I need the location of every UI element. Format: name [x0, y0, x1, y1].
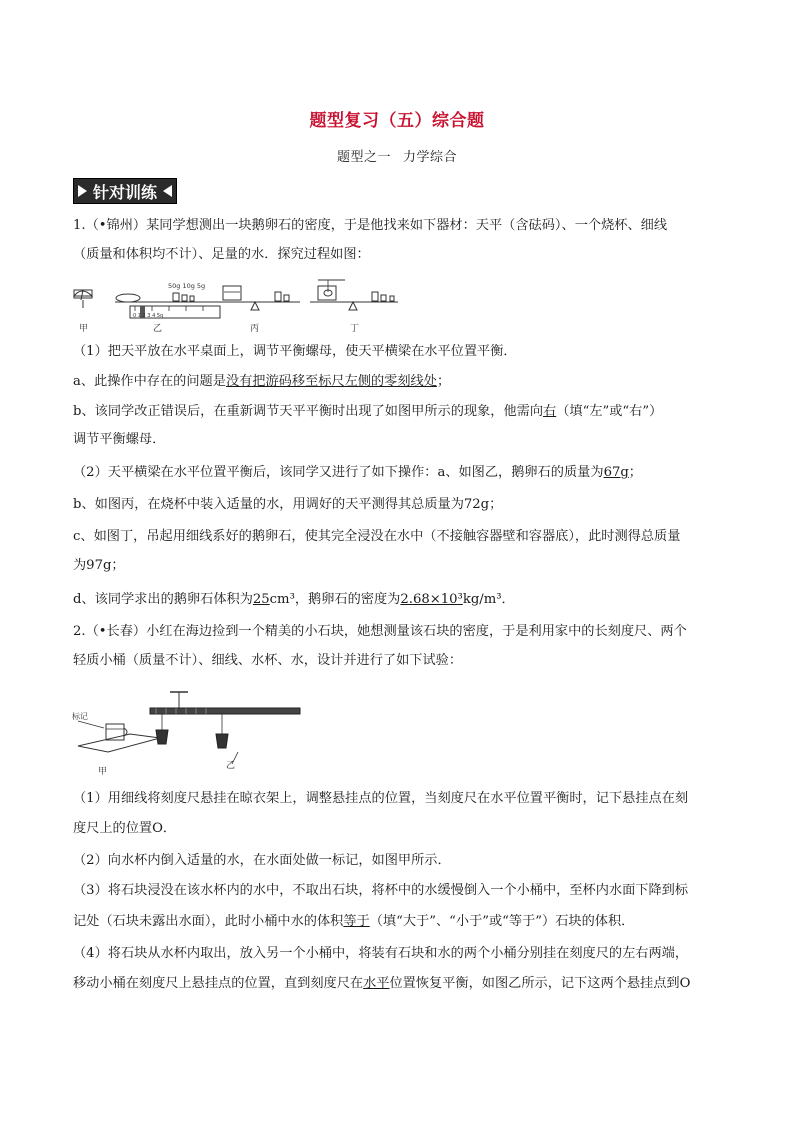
subtitle-part2: 力学综合: [403, 150, 458, 165]
fig-label-bing: 丙: [250, 324, 260, 334]
fig-label-ding: 丁: [350, 324, 360, 334]
q1-line1: 1.（•锦州）某同学想测出一块鹅卵石的密度，于是他找来如下器材：天平（含砝码）、一个烧杯、细线: [73, 218, 668, 233]
q2-step2: （2）向水杯内倒入适量的水，在水面处做一标记，如图甲所示．: [73, 853, 451, 868]
q2-step3-line1: （3）将石块浸没在该水杯内的水中，不取出石块，将杯中的水缓慢倒入一个小桶中，至杯内水面下降到标: [73, 883, 689, 898]
q2-line1: 2.（•长春）小红在海边捡到一个精美的小石块，她想测量该石块的密度，于是利用家中的长刻度尺、两个: [73, 624, 687, 639]
page-subtitle: [0, 146, 794, 165]
q2-line2: 轻质小桶（质量不计）、细线、水杯、水，设计并进行了如下试验：: [73, 653, 463, 668]
fig-yi-scale: [115, 293, 220, 318]
q1-balance-figure: [70, 278, 420, 336]
q2-answer-equal: 等于: [343, 914, 370, 929]
q2-answer-horizontal: 水平: [363, 976, 390, 991]
q1-total-mass: 72g: [463, 497, 490, 512]
q2-step4-line1: （4）将石块从水杯内取出，放入另一个小桶中，将装有石块和水的两个小桶分别挂在刻度尺的左右两端，: [73, 946, 689, 961]
q2-step4-line2: 移动小桶在刻度尺上悬挂点的位置，直到刻度尺在水平位置恢复平衡，如图乙所示，记下这两个悬挂点到O: [73, 976, 691, 991]
q1-line2: （质量和体积均不计）、足量的水．探究过程如图：: [73, 247, 370, 262]
q2-ruler-figure: [70, 686, 310, 778]
fig-yi-ruler: [150, 692, 300, 764]
q1-answer-a: 没有把游码移至标尺左侧的零刻线处: [225, 374, 437, 389]
q1-answer-density: 2.68×10³: [400, 592, 463, 607]
q1-part2-b: b、如图丙，在烧杯中装入适量的水，用调好的天平测得其总质量为72g；: [73, 497, 503, 512]
q1-part-b: b、该同学改正错误后，在重新调节天平平衡时出现了如图甲所示的现象，他需向右（填“左”或“右”）: [73, 404, 663, 419]
subtitle-part1: 题型之一: [336, 150, 391, 165]
q1-part-a: a、此操作中存在的问题是没有把游码移至标尺左侧的零刻线处；: [73, 374, 451, 389]
q1-answer-volume: 25: [252, 592, 270, 607]
fig-label-yi: 乙: [153, 324, 163, 334]
fig-jia-pointer: [74, 290, 92, 308]
fig-label-jia: 甲: [79, 324, 89, 334]
q2-step1-line1: （1）用细线将刻度尺悬挂在晾衣架上，调整悬挂点的位置，当刻度尺在水平位置平衡时，记下悬挂点在刻: [73, 791, 689, 806]
fig-label-yi2: 乙: [226, 761, 236, 771]
q2-step3-line2: 记处（石块未露出水面），此时小桶中水的体积等于（填“大于”、“小于”或“等于”）石块的体积．: [73, 914, 635, 929]
q1-answer-b: 右: [543, 404, 557, 419]
q1-answer-mass: 67g: [603, 465, 629, 480]
section-banner: [73, 178, 177, 204]
fig-label-mark: 标记: [72, 712, 88, 721]
fig-bing-balance: [215, 286, 300, 310]
q2-step1-line2: 度尺上的位置O．: [73, 821, 177, 836]
q1-part2-c-line2: 为97g；: [73, 558, 125, 573]
q1-part2-d: d、该同学求出的鹅卵石体积为25cm³，鹅卵石的密度为2.68×10³kg/m³．: [73, 592, 515, 607]
section-label: 针对训练: [93, 182, 158, 202]
fig-jia-cup: [78, 721, 160, 752]
triangle-right-icon: [78, 185, 87, 197]
q1-part-b-line2: 调节平衡螺母．: [73, 432, 166, 447]
q1-part1: （1）把天平放在水平桌面上，调节平衡螺母，使天平横梁在水平位置平衡．: [73, 344, 517, 359]
q1-part2: （2）天平横梁在水平位置平衡后，该同学又进行了如下操作：a、如图乙，鹅卵石的质量为67g；: [73, 465, 642, 480]
fig-label-jia2: 甲: [98, 767, 108, 777]
q1-part2-c-line1: c、如图丁，吊起用细线系好的鹅卵石，使其完全浸没在水中（不接触容器壁和容器底），此时测得总质量: [73, 529, 681, 544]
fig-ruler-ticks: 0 1 2 3 4 5g: [133, 313, 164, 319]
page-title: 题型复习（五）综合题: [309, 111, 485, 131]
fig-ding-balance: [310, 280, 398, 310]
triangle-left-icon: [163, 185, 172, 197]
fig-weights-label: 50g 10g 5g: [168, 282, 206, 290]
